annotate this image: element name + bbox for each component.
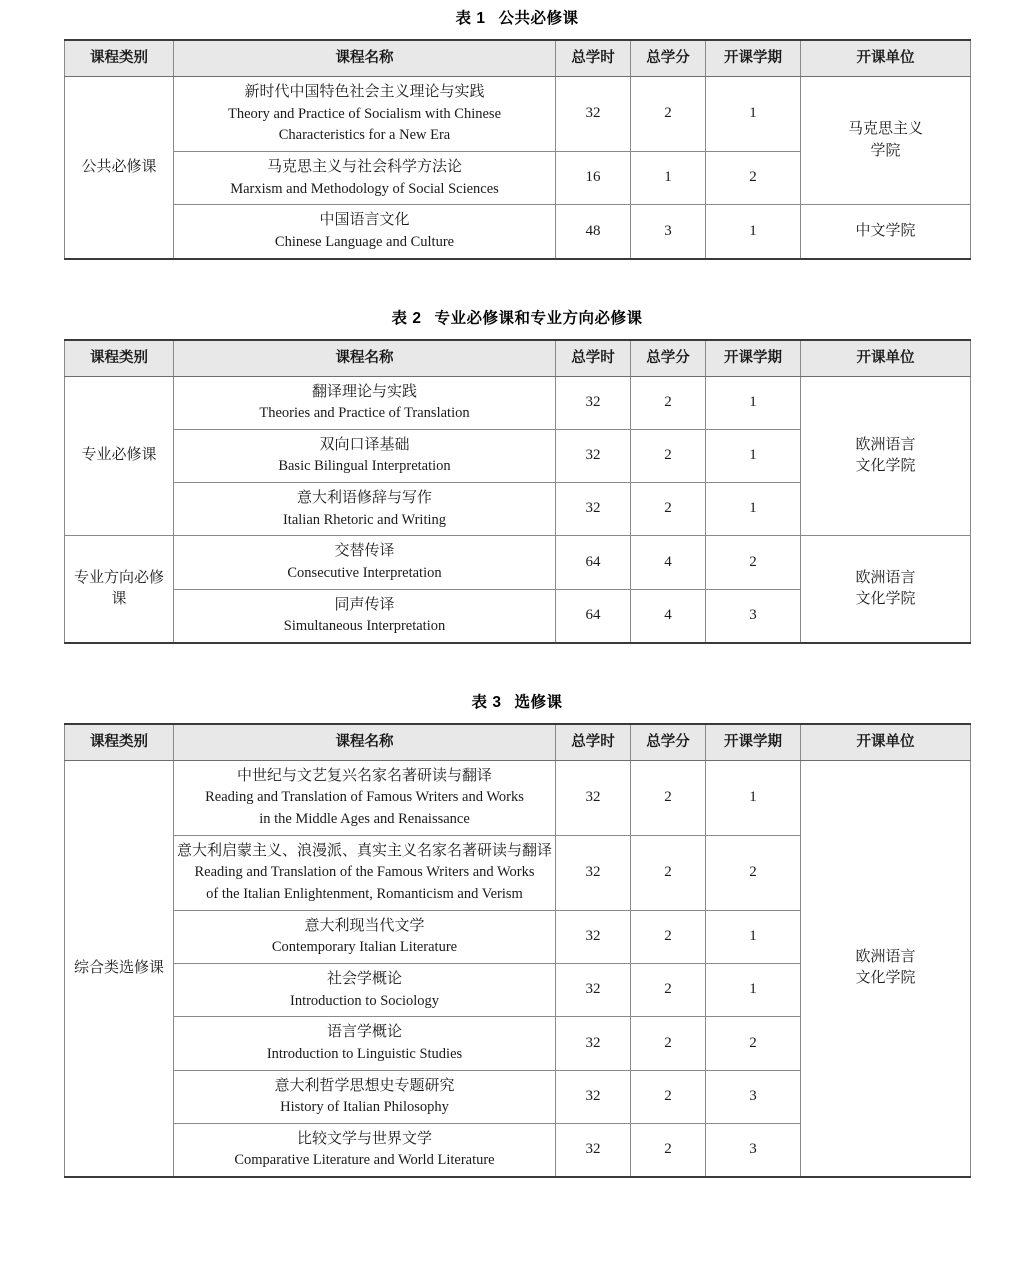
course-name-en-line1: Introduction to Linguistic Studies xyxy=(266,1045,463,1062)
total-hours-cell: 32 xyxy=(556,483,631,536)
column-header: 总学分 xyxy=(631,40,706,77)
table-block-1 xyxy=(64,6,970,260)
opening-term-cell: 2 xyxy=(706,835,801,910)
table-block-2 xyxy=(64,306,970,644)
offering-department-line1: 欧洲语言 xyxy=(855,436,916,453)
offering-department-line2: 文化学院 xyxy=(855,457,916,474)
opening-term-cell: 2 xyxy=(706,1017,801,1070)
course-name-cn: 意大利语修辞与写作 xyxy=(296,490,432,506)
total-credits-cell: 4 xyxy=(631,589,706,643)
opening-term-cell: 3 xyxy=(706,1070,801,1123)
course-name-cell xyxy=(174,1123,556,1177)
opening-term-cell: 2 xyxy=(706,152,801,205)
total-hours-cell: 32 xyxy=(556,964,631,1017)
total-hours-cell: 32 xyxy=(556,429,631,482)
table-title-label: 表 2 xyxy=(391,309,422,327)
column-header: 开课学期 xyxy=(706,340,801,377)
table-block-3 xyxy=(64,690,970,1178)
total-credits-cell: 2 xyxy=(631,1070,706,1123)
total-hours-cell: 32 xyxy=(556,760,631,835)
table-row xyxy=(65,536,971,589)
total-credits-cell: 2 xyxy=(631,910,706,963)
course-name-cell xyxy=(174,536,556,589)
course-name-cn: 新时代中国特色社会主义理论与实践 xyxy=(244,84,485,100)
course-name-en-line1: Italian Rhetoric and Writing xyxy=(282,511,447,528)
course-name-en-line1: Theory and Practice of Socialism with Chinese xyxy=(227,105,501,122)
course-table-3 xyxy=(64,723,971,1178)
total-hours-cell: 64 xyxy=(556,536,631,589)
opening-term-cell: 1 xyxy=(706,964,801,1017)
column-header: 开课单位 xyxy=(801,340,971,377)
offering-department-cell xyxy=(801,760,971,1177)
table-header-row xyxy=(65,40,971,77)
table-row xyxy=(65,760,971,835)
offering-department-line2: 文化学院 xyxy=(855,970,916,987)
table-title-label: 表 3 xyxy=(471,693,502,711)
total-credits-cell: 2 xyxy=(631,483,706,536)
column-header: 总学时 xyxy=(556,724,631,761)
offering-department-cell xyxy=(801,205,971,259)
table-title-name: 公共必修课 xyxy=(498,10,579,27)
table-title-name: 选修课 xyxy=(514,693,563,711)
column-header: 开课学期 xyxy=(706,40,801,77)
course-name-en-line1: Chinese Language and Culture xyxy=(274,233,455,250)
course-name-cell xyxy=(174,1070,556,1123)
column-header: 总学分 xyxy=(631,724,706,761)
course-name-en-line2: in the Middle Ages and Renaissance xyxy=(259,811,470,827)
tables-container xyxy=(0,6,1034,1178)
column-header: 课程类别 xyxy=(65,340,174,377)
course-name-cell xyxy=(174,152,556,205)
course-name-en-line1: History of Italian Philosophy xyxy=(280,1099,449,1115)
course-name-en-line2: Characteristics for a New Era xyxy=(278,127,451,144)
total-credits-cell: 3 xyxy=(631,205,706,259)
table-row xyxy=(65,205,971,259)
total-credits-cell: 2 xyxy=(631,429,706,482)
offering-department-cell xyxy=(801,376,971,536)
table-title-name: 专业必修课和专业方向必修课 xyxy=(434,309,643,327)
course-name-cn: 同声传译 xyxy=(334,596,395,613)
total-hours-cell: 32 xyxy=(556,1017,631,1070)
total-hours-cell: 32 xyxy=(556,910,631,963)
opening-term-cell: 3 xyxy=(706,589,801,643)
total-hours-cell: 32 xyxy=(556,1070,631,1123)
offering-department-cell xyxy=(801,536,971,643)
course-name-cell xyxy=(174,835,556,910)
total-hours-cell: 32 xyxy=(556,77,631,152)
course-name-en-line1: Marxism and Methodology of Social Sciences xyxy=(230,180,499,197)
total-credits-cell: 2 xyxy=(631,376,706,429)
opening-term-cell: 1 xyxy=(706,760,801,835)
column-header: 课程名称 xyxy=(174,40,556,77)
course-category-cell: 综合类选修课 xyxy=(65,760,174,1177)
total-credits-cell: 1 xyxy=(631,152,706,205)
opening-term-cell: 1 xyxy=(706,429,801,482)
offering-department-line1: 中文学院 xyxy=(855,222,916,239)
offering-department-cell xyxy=(801,77,971,205)
total-hours-cell: 32 xyxy=(556,1123,631,1177)
column-header: 总学时 xyxy=(556,340,631,377)
course-name-cn: 中世纪与文艺复兴名家名著研读与翻译 xyxy=(236,767,492,784)
table-header-row xyxy=(65,724,971,761)
course-name-cn: 意大利启蒙主义、浪漫派、真实主义名家名著研读与翻译 xyxy=(177,842,553,859)
table-row xyxy=(65,376,971,429)
course-table-2 xyxy=(64,339,971,644)
course-name-cn: 意大利哲学思想史专题研究 xyxy=(274,1077,455,1094)
course-name-cell xyxy=(174,429,556,482)
total-credits-cell: 2 xyxy=(631,77,706,152)
total-credits-cell: 2 xyxy=(631,760,706,835)
course-name-cn: 翻译理论与实践 xyxy=(311,383,417,400)
opening-term-cell: 2 xyxy=(706,536,801,589)
course-name-cell xyxy=(174,205,556,259)
course-name-cn: 意大利现当代文学 xyxy=(304,917,425,934)
course-name-cn: 语言学概论 xyxy=(326,1024,402,1041)
course-name-cn: 比较文学与世界文学 xyxy=(296,1130,432,1147)
course-name-cn: 马克思主义与社会科学方法论 xyxy=(266,159,462,175)
course-name-cn: 中国语言文化 xyxy=(319,212,410,229)
course-category-cell: 公共必修课 xyxy=(65,77,174,259)
opening-term-cell: 1 xyxy=(706,910,801,963)
course-name-cell xyxy=(174,376,556,429)
opening-term-cell: 1 xyxy=(706,483,801,536)
total-hours-cell: 48 xyxy=(556,205,631,259)
offering-department-line2: 学院 xyxy=(870,142,901,159)
offering-department-line1: 欧洲语言 xyxy=(855,569,916,586)
total-hours-cell: 32 xyxy=(556,835,631,910)
total-credits-cell: 2 xyxy=(631,1123,706,1177)
course-name-cn: 交替传译 xyxy=(334,543,395,560)
total-hours-cell: 64 xyxy=(556,589,631,643)
total-credits-cell: 4 xyxy=(631,536,706,589)
course-name-en-line2: of the Italian Enlightenment, Romanticism and Verism xyxy=(206,886,523,902)
total-hours-cell: 16 xyxy=(556,152,631,205)
course-name-cell xyxy=(174,1017,556,1070)
course-name-en-line1: Contemporary Italian Literature xyxy=(271,939,458,956)
course-name-cell xyxy=(174,483,556,536)
table-title-3 xyxy=(64,690,970,712)
column-header: 课程名称 xyxy=(174,340,556,377)
column-header: 总学时 xyxy=(556,40,631,77)
table-title-label: 表 1 xyxy=(455,10,486,27)
table-title-2 xyxy=(64,306,970,328)
course-name-en-line1: Theories and Practice of Translation xyxy=(259,405,470,421)
table-title-1 xyxy=(64,6,970,28)
opening-term-cell: 1 xyxy=(706,205,801,259)
course-name-en-line1: Simultaneous Interpretation xyxy=(283,618,446,634)
course-category-cell: 专业必修课 xyxy=(65,376,174,536)
offering-department-line1: 马克思主义 xyxy=(847,121,923,138)
total-credits-cell: 2 xyxy=(631,835,706,910)
table-header-row xyxy=(65,340,971,377)
course-name-en-line1: Reading and Translation of Famous Writers and Works xyxy=(205,789,524,806)
column-header: 开课单位 xyxy=(801,40,971,77)
course-name-cell xyxy=(174,964,556,1017)
total-hours-cell: 32 xyxy=(556,376,631,429)
course-name-en-line1: Introduction to Sociology xyxy=(289,992,439,1009)
course-name-en-line1: Reading and Translation of the Famous Writers and Works xyxy=(194,864,535,881)
course-name-en-line1: Comparative Literature and World Literature xyxy=(234,1152,495,1169)
course-name-en-line1: Basic Bilingual Interpretation xyxy=(278,458,451,475)
opening-term-cell: 1 xyxy=(706,77,801,152)
offering-department-line1: 欧洲语言 xyxy=(855,949,916,966)
course-name-cn: 双向口译基础 xyxy=(319,436,410,453)
offering-department-line2: 文化学院 xyxy=(855,591,916,607)
course-name-cell xyxy=(174,77,556,152)
opening-term-cell: 1 xyxy=(706,376,801,429)
column-header: 课程名称 xyxy=(174,724,556,761)
table-row xyxy=(65,77,971,152)
course-name-cn: 社会学概论 xyxy=(326,971,402,987)
total-credits-cell: 2 xyxy=(631,964,706,1017)
column-header: 总学分 xyxy=(631,340,706,377)
course-name-cell xyxy=(174,760,556,835)
course-name-cell xyxy=(174,910,556,963)
total-credits-cell: 2 xyxy=(631,1017,706,1070)
column-header: 开课学期 xyxy=(706,724,801,761)
course-category-cell: 专业方向必修课 xyxy=(65,536,174,643)
course-table-1 xyxy=(64,39,971,260)
column-header: 课程类别 xyxy=(65,40,174,77)
column-header: 课程类别 xyxy=(65,724,174,761)
opening-term-cell: 3 xyxy=(706,1123,801,1177)
column-header: 开课单位 xyxy=(801,724,971,761)
course-name-en-line1: Consecutive Interpretation xyxy=(287,564,442,581)
course-name-cell xyxy=(174,589,556,643)
